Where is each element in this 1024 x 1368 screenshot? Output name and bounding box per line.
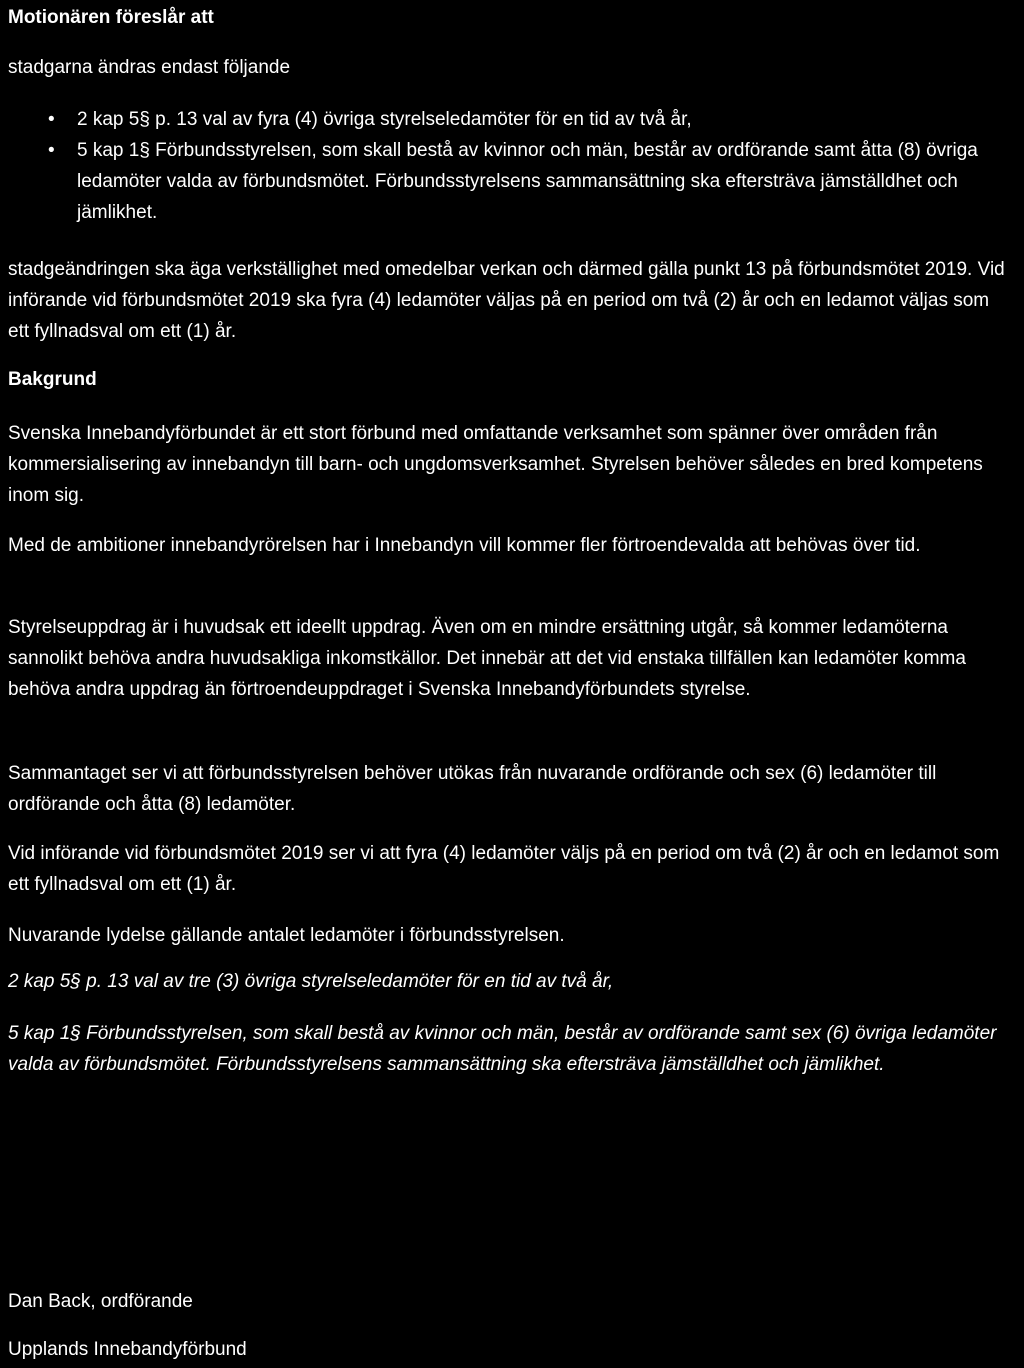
background-heading: Bakgrund bbox=[8, 369, 97, 390]
bullet-icon: • bbox=[48, 109, 55, 130]
current-wording-paragraph: 2 kap 5§ p. 13 val av tre (3) övriga styrelseledamöter för en tid av två år, bbox=[8, 971, 614, 992]
background-paragraph: Svenska Innebandyförbundet är ett stort förbund med omfattande verksamhet som spänner över områden från kommersialisering av innebandyn till barn- och ungdomsverksamhet. Styrelsen behöver således en bred kompetens inom sig. bbox=[8, 423, 983, 506]
signature-name: Dan Back, ordförande bbox=[8, 1291, 193, 1312]
background-paragraph: Nuvarande lydelse gällande antalet ledamöter i förbundsstyrelsen. bbox=[8, 925, 565, 946]
current-wording-paragraph: 5 kap 1§ Förbundsstyrelsen, som skall bestå av kvinnor och män, består av ordförande samt sex (6) övriga ledamöter valda av förbundsmötet. Förbundsstyrelsens sammansättning ska eftersträva jämställdhet och jämlikhet. bbox=[8, 1023, 997, 1075]
background-paragraph: Styrelseuppdrag är i huvudsak ett ideellt uppdrag. Även om en mindre ersättning utgår, så kommer ledamöterna sannolikt behöva andra huvudsakliga inkomstkällor. Det innebär att det vid enstaka tillfällen kan ledamöter komma behöva andra uppdrag än förtroendeuppdraget i Svenska Innebandyförbundets styrelse. bbox=[8, 617, 966, 700]
amendment-item bbox=[48, 135, 1014, 228]
background-paragraph: Med de ambitioner innebandyrörelsen har i Innebandyn vill kommer fler förtroendevalda att behövas över tid. bbox=[8, 535, 921, 556]
amendment-list bbox=[48, 104, 1014, 228]
motion-heading: Motionären föreslår att bbox=[8, 7, 214, 28]
signature-organisation: Upplands Innebandyförbund bbox=[8, 1339, 247, 1360]
bullet-icon: • bbox=[48, 140, 55, 161]
background-paragraph: Sammantaget ser vi att förbundsstyrelsen behöver utökas från nuvarande ordförande och sex (6) ledamöter till ordförande och åtta (8) ledamöter. bbox=[8, 763, 937, 815]
amendment-text: 2 kap 5§ p. 13 val av fyra (4) övriga styrelseledamöter för en tid av två år, bbox=[77, 109, 692, 130]
motion-intro: stadgarna ändras endast följande bbox=[8, 57, 291, 78]
implementation-paragraph: stadgeändringen ska äga verkställighet med omedelbar verkan och därmed gälla punkt 13 på förbundsmötet 2019. Vid införande vid förbundsmötet 2019 ska fyra (4) ledamöter väljas på en period om två (2) år och en ledamot väljas som ett fyllnadsval om ett (1) år. bbox=[8, 259, 1005, 342]
background-paragraph: Vid införande vid förbundsmötet 2019 ser vi att fyra (4) ledamöter väljs på en period om två (2) år och en ledamot som ett fyllnadsval om ett (1) år. bbox=[8, 843, 1000, 895]
amendment-item bbox=[48, 104, 1014, 135]
amendment-text: 5 kap 1§ Förbundsstyrelsen, som skall bestå av kvinnor och män, består av ordförande samt åtta (8) övriga ledamöter valda av förbundsmötet. Förbundsstyrelsens sammansättning ska eftersträva jämställdhet och jämlikhet. bbox=[77, 140, 978, 223]
